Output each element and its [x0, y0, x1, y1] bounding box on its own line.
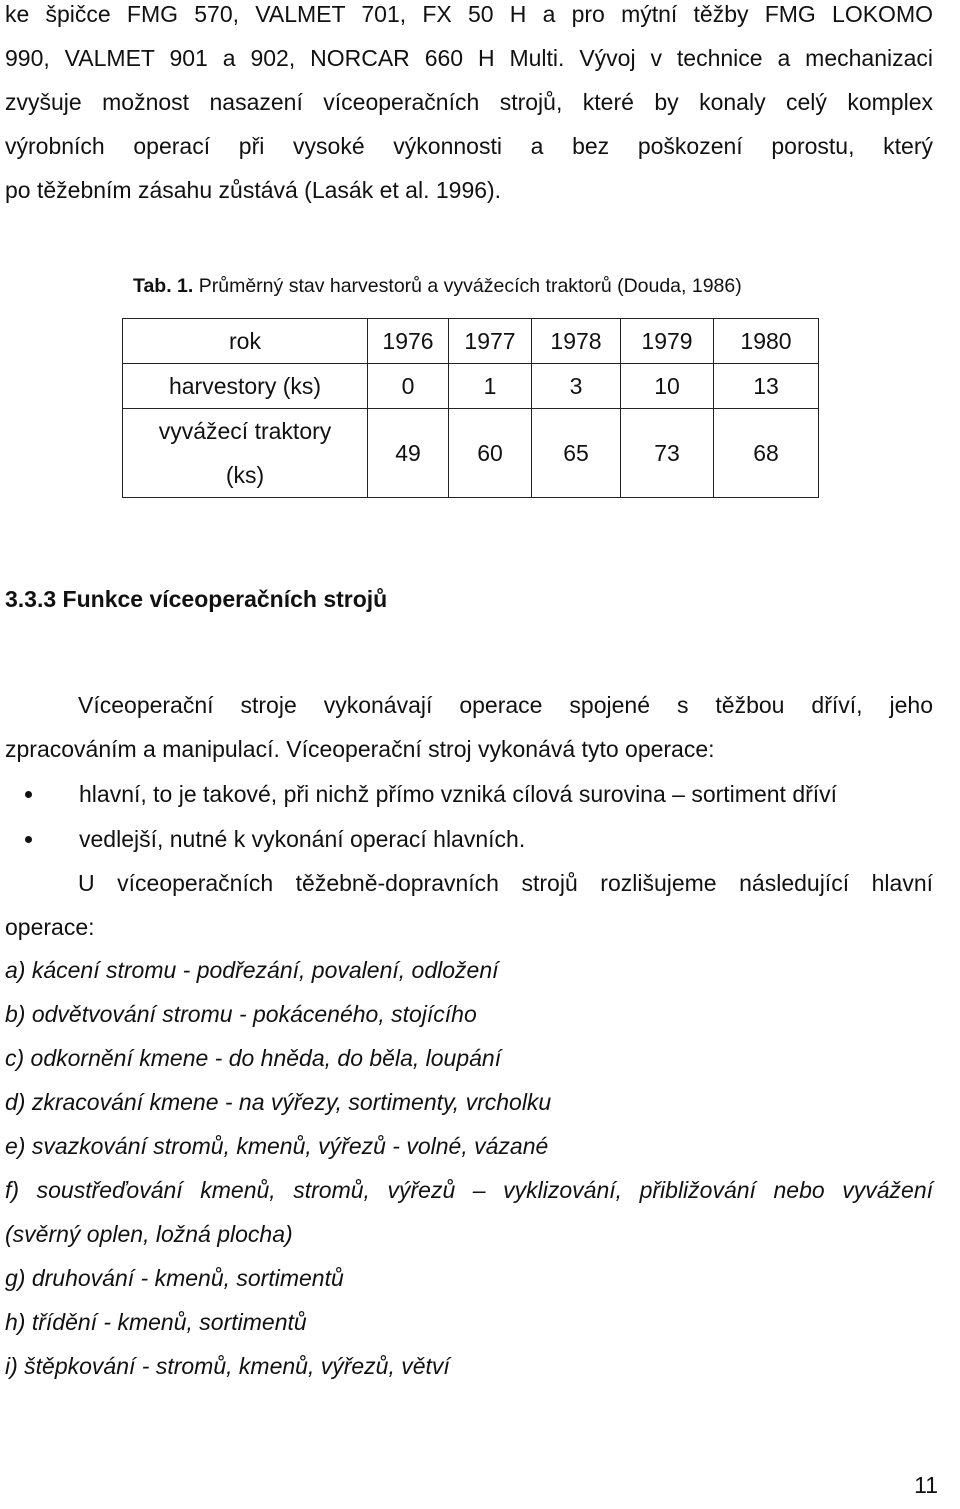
operations-list — [5, 948, 933, 1388]
table-row-label — [123, 409, 368, 498]
page-number: 11 — [914, 1472, 938, 1498]
table-row-label: harvestory (ks) — [123, 364, 368, 409]
table-cell: 68 — [714, 409, 819, 498]
table-row-label-line: (ks) — [225, 462, 265, 488]
table-cell: 3 — [532, 364, 621, 409]
table-cell: 65 — [532, 409, 621, 498]
operation-types-list — [5, 772, 837, 862]
table-header-cell: 1979 — [621, 319, 714, 364]
table-cell: 13 — [714, 364, 819, 409]
table-cell: 10 — [621, 364, 714, 409]
list-item-text: hlavní, to je takové, při nichž přímo vzniká cílová surovina – sortiment dříví — [79, 781, 838, 807]
list-item: g) druhování - kmenů, sortimentů — [5, 1265, 344, 1291]
list-item: (svěrný oplen, ložná plocha) — [5, 1221, 293, 1247]
list-item: b) odvětvování stromu - pokáceného, stojícího — [5, 1001, 477, 1027]
table-cell: 60 — [449, 409, 532, 498]
bullet-icon — [25, 791, 32, 798]
table-cell: 49 — [368, 409, 449, 498]
table-header-cell: 1978 — [532, 319, 621, 364]
table-row — [123, 409, 819, 498]
text-line: výrobních operací při vysoké výkonnosti a bez poškození porostu, který — [5, 133, 933, 159]
list-item — [5, 817, 837, 862]
table-header-cell: rok — [123, 319, 368, 364]
text-line: zpracováním a manipulací. Víceoperační stroj vykonává tyto operace: — [5, 736, 715, 762]
text-line: ke špičce FMG 570, VALMET 701, FX 50 H a pro mýtní těžby FMG LOKOMO — [5, 1, 933, 27]
text-line: Víceoperační stroje vykonávají operace spojené s těžbou dříví, jeho — [78, 692, 933, 718]
text-line: operace: — [5, 914, 95, 940]
table-row-label-line: vyvážecí traktory — [158, 418, 332, 444]
list-item: e) svazkování stromů, kmenů, výřezů - volné, vázané — [5, 1133, 549, 1159]
list-item: a) kácení stromu - podřezání, povalení, odložení — [5, 957, 499, 983]
text-line: zvyšuje možnost nasazení víceoperačních strojů, které by konaly celý komplex — [5, 89, 933, 115]
list-item-text: vedlejší, nutné k vykonání operací hlavních. — [79, 826, 526, 852]
table-cell: 73 — [621, 409, 714, 498]
table-caption-text: Průměrný stav harvestorů a vyvážecích traktorů (Douda, 1986) — [198, 275, 742, 297]
table-cell: 1 — [449, 364, 532, 409]
section-paragraph-1 — [5, 683, 933, 771]
list-item: i) štěpkování - stromů, kmenů, výřezů, větví — [5, 1353, 450, 1379]
text-line: 990, VALMET 901 a 902, NORCAR 660 H Multi. Vývoj v technice a mechanizaci — [5, 45, 933, 71]
intro-paragraph — [5, 0, 933, 212]
list-item: c) odkornění kmene - do hněda, do běla, loupání — [5, 1045, 502, 1071]
table-header-cell: 1980 — [714, 319, 819, 364]
text-line: po těžebním zásahu zůstává (Lasák et al. 1996). — [5, 177, 502, 203]
table-row — [123, 364, 819, 409]
section-heading: 3.3.3 Funkce víceoperačních strojů — [5, 586, 388, 612]
bullet-icon — [25, 836, 32, 843]
list-item: f) soustřeďování kmenů, stromů, výřezů – vyklizování, přibližování nebo vyvážení — [5, 1177, 933, 1203]
harvester-table — [122, 318, 819, 498]
list-item — [5, 772, 837, 817]
list-item: h) třídění - kmenů, sortimentů — [5, 1309, 307, 1335]
table-caption-prefix: Tab. 1. — [133, 275, 194, 297]
table-header-cell: 1976 — [368, 319, 449, 364]
text-line: U víceoperačních těžebně-dopravních strojů rozlišujeme následující hlavní — [78, 870, 933, 896]
section-paragraph-2 — [5, 861, 933, 949]
table-header-row — [123, 319, 819, 364]
table-caption — [133, 275, 742, 298]
table-cell: 0 — [368, 364, 449, 409]
table-header-cell: 1977 — [449, 319, 532, 364]
list-item: d) zkracování kmene - na výřezy, sortimenty, vrcholku — [5, 1089, 552, 1115]
